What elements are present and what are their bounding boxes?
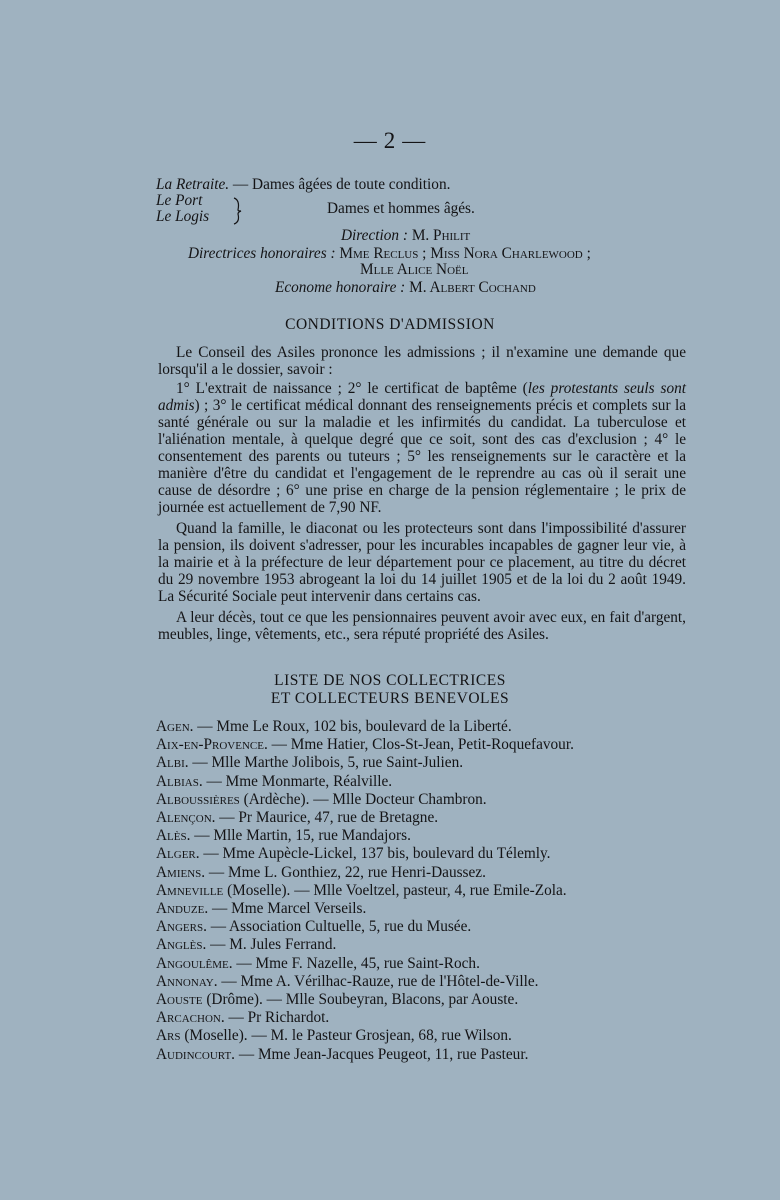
paragraph: 1° L'extrait de naissance ; 2° le certificat de baptême (les protestants seuls sont admis) ; 3° le certificat médical donnant des renseignements précis et complets sur la santé générale ou sur la maladie et les infirmités du candidat. La tuberculose et l'aliénation mentale, à quelque degré que ce soit, sont des cas d'exclusion ; 4° le consentement des parents ou tuteurs ; 5° les renseignements sur le caractère et la manière d'être du candidat et l'engagement de le reprendre au cas où il serait une cause de désordre ; 6° une prise en charge de la pension réglementaire ; le prix de journée est actuellement de 7,90 NF.: [158, 380, 687, 516]
conditions-body: [158, 344, 686, 643]
list-item: Annonay. — Mme A. Vérilhac-Rauze, rue de l'Hôtel-de-Ville.: [156, 972, 539, 990]
list-item: Audincourt. — Mme Jean-Jacques Peugeot, 11, rue Pasteur.: [156, 1045, 529, 1063]
list-item: Alès. — Mlle Martin, 15, rue Mandajors.: [156, 827, 411, 845]
directrices-line: Directrices honoraires : Mme Reclus ; Miss Nora Charlewood ;: [188, 245, 591, 262]
list-item: Arcachon. — Pr Richardot.: [156, 1009, 330, 1027]
list-item: Anglès. — M. Jules Ferrand.: [156, 936, 337, 954]
home-name: Le Logis: [156, 208, 210, 225]
home-name: Le Port: [156, 192, 203, 209]
list-item: Amneville (Moselle). — Mlle Voeltzel, pasteur, 4, rue Emile-Zola.: [156, 881, 567, 899]
list-item: Amiens. — Mme L. Gonthiez, 22, rue Henri-Daussez.: [156, 863, 486, 881]
list-title-line-2: ET COLLECTEURS BENEVOLES: [270, 690, 510, 707]
collectors-list: [156, 718, 574, 1064]
home-desc: — Dames âgées de toute condition.: [232, 176, 451, 193]
list-title-line-1: LISTE DE NOS COLLECTRICES: [274, 672, 506, 689]
conditions-title: CONDITIONS D'ADMISSION: [285, 316, 495, 333]
list-item: Alençon. — Pr Maurice, 47, rue de Bretagne.: [156, 809, 439, 827]
directrices-line-2: Mlle Alice Noël: [360, 261, 469, 278]
list-item: Angers. — Association Cultuelle, 5, rue du Musée.: [156, 918, 472, 936]
list-item: Alger. — Mme Aupècle-Lickel, 137 bis, boulevard du Télemly.: [156, 845, 551, 863]
paragraph: Le Conseil des Asiles prononce les admissions ; il n'examine une demande que lorsqu'il a le dossier, savoir :: [158, 344, 686, 378]
list-item: Agen. — Mme Le Roux, 102 bis, boulevard de la Liberté.: [156, 718, 512, 735]
home-port-logis-desc: Dames et hommes âgés.: [327, 200, 475, 217]
econome-line: Econome honoraire : M. Albert Cochand: [275, 279, 536, 296]
list-item: Aix-en-Provence. — Mme Hatier, Clos-St-Jean, Petit-Roquefavour.: [156, 736, 574, 754]
paragraph: Quand la famille, le diaconat ou les protecteurs sont dans l'impossibilité d'assurer la pension, ils doivent s'adresser, pour les incurables incapables de gagner leur vie, à la mairie et à la préfecture de leur département pour ce placement, au titre du décret du 29 novembre 1953 abrogeant la loi du 14 juillet 1905 et de la loi du 2 août 1949. La Sécurité Sociale peut intervenir dans certains cas.: [158, 520, 686, 605]
list-item: Alboussières (Ardèche). — Mlle Docteur Chambron.: [156, 790, 487, 808]
list-item: Aouste (Drôme). — Mlle Soubeyran, Blacons, par Aouste.: [156, 991, 519, 1009]
paragraph: A leur décès, tout ce que les pensionnaires peuvent avoir avec eux, en fait d'argent, meubles, linge, vêtements, etc., sera réputé propriété des Asiles.: [158, 609, 686, 643]
brace-icon: [232, 196, 244, 226]
list-item: Anduze. — Mme Marcel Verseils.: [156, 900, 367, 918]
page-number: — 2 —: [353, 128, 427, 153]
direction-line: Direction : M. Philit: [341, 227, 471, 244]
home-le-logis: [156, 208, 209, 226]
list-item: Albi. — Mlle Marthe Jolibois, 5, rue Saint-Julien.: [156, 754, 464, 772]
list-item: Albias. — Mme Monmarte, Réalville.: [156, 772, 393, 790]
home-name: La Retraite.: [156, 176, 230, 193]
list-item: Ars (Moselle). — M. le Pasteur Grosjean, 68, rue Wilson.: [156, 1027, 512, 1045]
list-item: Angoulême. — Mme F. Nazelle, 45, rue Saint-Roch.: [156, 954, 480, 972]
